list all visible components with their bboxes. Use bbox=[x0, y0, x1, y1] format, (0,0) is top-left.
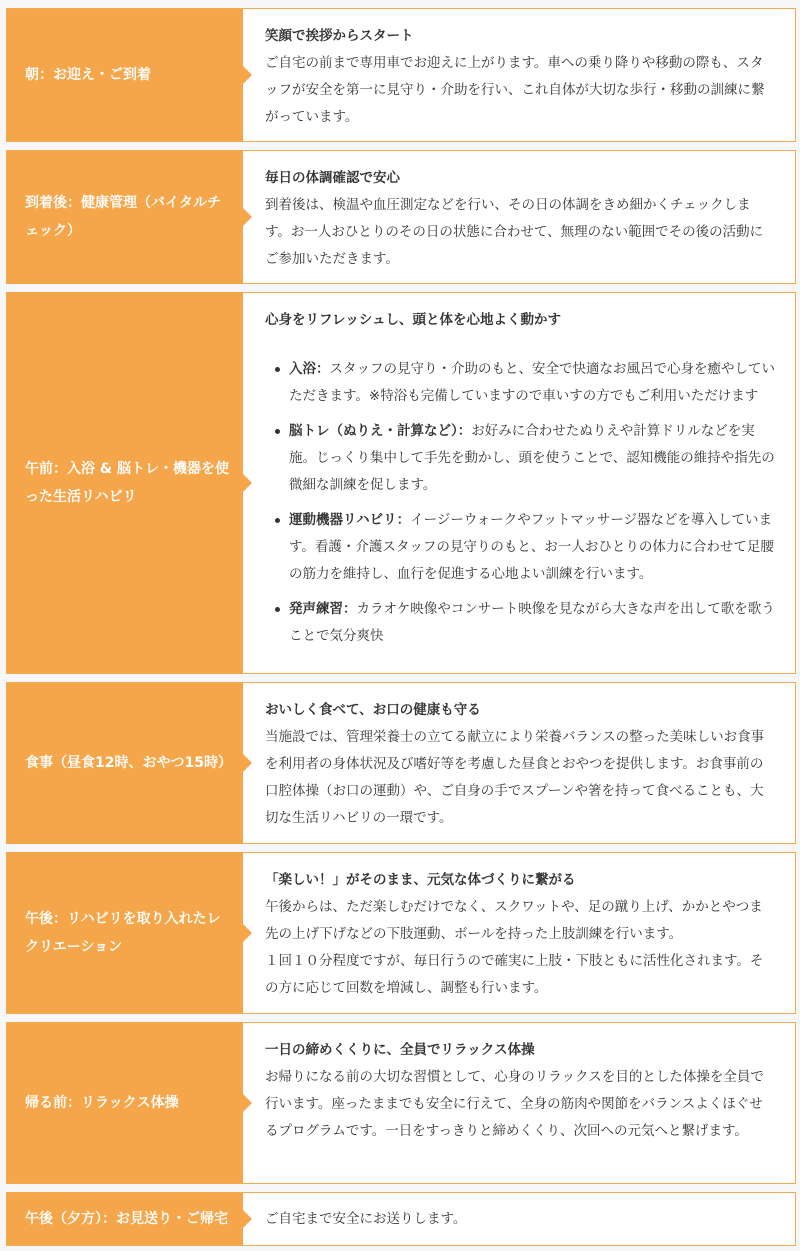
row-heading: おいしく食べて、お口の健康も守る bbox=[265, 702, 481, 718]
list-item bbox=[265, 507, 775, 588]
row-content bbox=[243, 151, 795, 283]
row-content bbox=[243, 293, 795, 673]
item-term: 発声練習： bbox=[289, 601, 357, 617]
row-content bbox=[243, 9, 795, 141]
row-label: 午前：入浴 & 脳トレ・機器を使った生活リハビリ bbox=[7, 293, 243, 673]
row-label: 食事（昼食12時、おやつ15時） bbox=[7, 683, 243, 843]
schedule-row-forenoon bbox=[6, 292, 796, 674]
row-text-2: １回１０分程度ですが、毎日行うので確実に上肢・下肢ともに活性化されます。その方に応じて回数を増減し、調整も行います。 bbox=[265, 953, 764, 996]
schedule-row-meal bbox=[6, 682, 796, 844]
row-content bbox=[243, 683, 795, 843]
row-label: 到着後：健康管理（バイタルチェック） bbox=[7, 151, 243, 283]
item-desc: イージーウォークやフットマッサージ器などを導入しています。看護・介護スタッフの見守りのもと、お一人おひとりの体力に合わせて足腰の筋力を維持し、血行を促進する心地よい訓練を行います。 bbox=[289, 512, 774, 582]
row-text: 到着後は、検温や血圧測定などを行い、その日の体調をきめ細かくチェックします。お一人おひとりのその日の状態に合わせて、無理のない範囲でその後の活動にご参加いただきます。 bbox=[265, 197, 764, 267]
row-text: ご自宅まで安全にお送りします。 bbox=[265, 1210, 467, 1227]
row-text: ご自宅の前まで専用車でお迎えに上がります。車への乗り降りや移動の際も、スタッフが安全を第一に見守り・介助を行い、これ自体が大切な歩行・移動の訓練に繋がっています。 bbox=[265, 55, 765, 125]
schedule-row-health-check bbox=[6, 150, 796, 284]
list-item bbox=[265, 356, 775, 410]
schedule-row-before-leaving bbox=[6, 1022, 796, 1184]
item-desc: お好みに合わせたぬりえや計算ドリルなどを実施。じっくり集中して手先を動かし、頭を使うことで、認知機能の維持や指先の微細な訓練を促します。 bbox=[289, 423, 775, 493]
row-label: 午後（夕方）：お見送り・ご帰宅 bbox=[7, 1193, 243, 1245]
row-label: 朝：お迎え・ご到着 bbox=[7, 9, 243, 141]
row-heading: 一日の締めくくりに、全員でリラックス体操 bbox=[265, 1042, 535, 1058]
row-heading: 毎日の体調確認で安心 bbox=[265, 170, 400, 186]
schedule-row-morning bbox=[6, 8, 796, 142]
row-text: 当施設では、管理栄養士の立てる献立により栄養バランスの整った美味しいお食事を利用者の身体状況及び嗜好等を考慮した昼食とおやつを提供します。お食事前の口腔体操（お口の運動）や、ご自身の手でスプーンや箸を持って食べることも、大切な生活リハビリの一環です。 bbox=[265, 729, 765, 826]
list-item bbox=[265, 596, 775, 650]
row-label: 午後：リハビリを取り入れたレクリエーション bbox=[7, 853, 243, 1013]
item-term: 脳トレ（ぬりえ・計算など）： bbox=[289, 423, 472, 439]
row-heading: 笑顔で挨拶からスタート bbox=[265, 28, 414, 44]
row-content bbox=[243, 853, 795, 1013]
row-text: 午後からは、ただ楽しむだけでなく、スクワットや、足の蹴り上げ、かかとやつま先の上げ下げなどの下肢運動、ボールを持った上肢訓練を行います。 bbox=[265, 899, 763, 942]
item-term: 運動機器リハビリ： bbox=[289, 512, 411, 528]
schedule-row-send-off bbox=[6, 1192, 796, 1246]
row-content bbox=[243, 1193, 795, 1245]
row-text: お帰りになる前の大切な習慣として、心身のリラックスを目的とした体操を全員で行います。座ったままでも安全に行えて、全身の筋肉や関節をバランスよくほぐせるプログラムです。一日をすっきりと締めくくり、次回への元気へと繋げます。 bbox=[265, 1069, 764, 1139]
row-heading: 心身をリフレッシュし、頭と体を心地よく動かす bbox=[265, 312, 562, 328]
activity-list bbox=[265, 356, 775, 650]
item-desc: スタッフの見守り・介助のもと、安全で快適なお風呂で心身を癒やしていただきます。※特浴も完備していますので車いすの方でもご利用いただけます bbox=[289, 361, 775, 404]
row-content bbox=[243, 1023, 795, 1183]
row-heading: 「楽しい！」がそのまま、元気な体づくりに繋がる bbox=[265, 872, 576, 888]
list-item bbox=[265, 418, 775, 499]
item-term: 入浴： bbox=[289, 361, 330, 377]
item-desc: カラオケ映像やコンサート映像を見ながら大きな声を出して歌を歌うことで気分爽快 bbox=[289, 601, 775, 644]
schedule-row-afternoon bbox=[6, 852, 796, 1014]
row-label: 帰る前：リラックス体操 bbox=[7, 1023, 243, 1183]
